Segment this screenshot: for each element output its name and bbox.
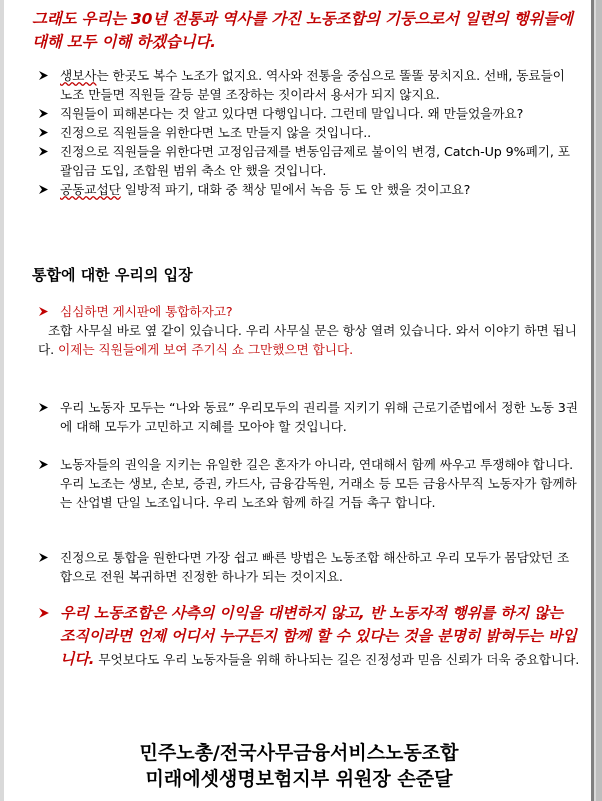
mid-bullet-1 — [38, 398, 580, 436]
bullet-lead: 생보사 — [60, 68, 97, 83]
arrow-bullet-icon — [38, 602, 50, 619]
list-item — [38, 142, 578, 180]
footer-branch-name: 미래에셋생명보험지부 위원장 손준달 — [145, 768, 453, 790]
bullet-text: 진정으로 통합을 원한다면 가장 쉽고 빠른 방법은 노동조합 해산하고 우리 모두가 몸담았던 조합으로 전원 복귀하면 진정한 하나가 되는 것이지요. — [60, 550, 570, 584]
top-bullet-list — [38, 66, 578, 199]
arrow-bullet-icon — [38, 302, 49, 317]
list-item — [38, 123, 578, 142]
page-edge-shadow — [596, 0, 602, 801]
mid-bullet-2 — [38, 455, 580, 512]
bullet-text: 직원들이 피해본다는 것 알고 있다면 다행입니다. 그런데 말입니다. 왜 만들었을까요? — [60, 106, 524, 121]
intro-statement: 그래도 우리는 30년 전통과 역사를 가진 노동조합의 기둥으로서 일련의 행위들에 대해 모두 이해 하겠습니다. — [32, 10, 573, 51]
answer-red-text: 이제는 직원들에게 보여 주기식 쇼 그만했으면 합니다. — [58, 342, 353, 357]
bullet-text: 우리 노동자 모두는 “나와 동료” 우리모두의 권리를 지키기 위해 근로기준법에서 정한 노동 3권에 대해 모두가 고민하고 지혜를 모아야 할 것입니다. — [60, 400, 578, 434]
question-answer — [38, 321, 580, 359]
question-bullet: 심심하면 게시판에 통합하자고? — [38, 302, 580, 321]
bullet-text: 노동자들의 권익을 지키는 유일한 길은 혼자가 아니라, 연대해서 함께 싸우고 투쟁해야 합니다.우리 노조는 생보, 손보, 증권, 카드사, 금융감독원, 거래소 등 모든 금융사무직 노동자가 함께하는 산업별 단일 노조입니다. 우리 노조와 함께 하길 거듭 촉구 합니다. — [60, 457, 577, 510]
arrow-bullet-icon — [38, 142, 49, 157]
answer-text: 조합 사무실 바로 옆 같이 있습니다. 우리 사무실 문은 항상 열려 있습니다. 와서 이야기 하면 됩니다. — [38, 323, 577, 357]
mid-bullet-3 — [38, 548, 580, 586]
list-item — [38, 455, 580, 512]
bullet-text: 진정으로 직원들을 위한다면 노조 만들지 않을 것입니다.. — [60, 125, 372, 140]
document-page — [4, 0, 594, 801]
arrow-bullet-icon — [38, 66, 49, 81]
bullet-text: 는 한곳도 복수 노조가 없지요. 역사와 전통을 중심으로 똘똘 뭉치지요. 선배, 동료들이 노조 만들면 직원들 갈등 분열 조장하는 짓이라서 용서가 되지 않지요. — [60, 68, 565, 102]
final-red-text: 우리 노동조합은 사측의 이익을 대변하지 않고, 반 노동자적 행위를 하지 않는 조직이라면 언제 어디서 누구든지 함께 할 수 있다는 것을 분명히 밝혀두는 바입니다. — [60, 604, 577, 668]
bullet-lead: 공동교섭단 — [60, 182, 121, 197]
bullet-text: 일방적 파기, 대화 중 책상 밑에서 녹음 등 도 안 했을 것이고요? — [120, 182, 471, 197]
final-statement — [38, 602, 580, 671]
arrow-bullet-icon — [38, 180, 49, 195]
bullet-text: 진정으로 직원들을 위한다면 고정임금제를 변동임금제로 불이익 변경, Catch-Up 9%폐기, 포괄임금 도입, 조합원 범위 축소 안 했을 것입니다. — [60, 144, 570, 178]
list-item — [38, 180, 578, 199]
list-item — [38, 66, 578, 104]
section-heading: 통합에 대한 우리의 입장 — [32, 266, 193, 284]
arrow-bullet-icon — [38, 398, 49, 413]
arrow-bullet-icon — [38, 548, 49, 563]
final-black-text: 무엇보다도 우리 노동자들을 위해 하나되는 길은 진정성과 믿음 신뢰가 더욱 중요합니다. — [94, 652, 580, 667]
final-item — [38, 602, 580, 671]
footer-union-name: 민주노총/전국사무금융서비스노동조합 — [139, 742, 459, 764]
list-item — [38, 104, 578, 123]
arrow-bullet-icon — [38, 455, 49, 470]
list-item — [38, 548, 580, 586]
question-block — [38, 302, 580, 359]
arrow-bullet-icon — [38, 123, 49, 138]
list-item — [38, 398, 580, 436]
arrow-bullet-icon — [38, 104, 49, 119]
